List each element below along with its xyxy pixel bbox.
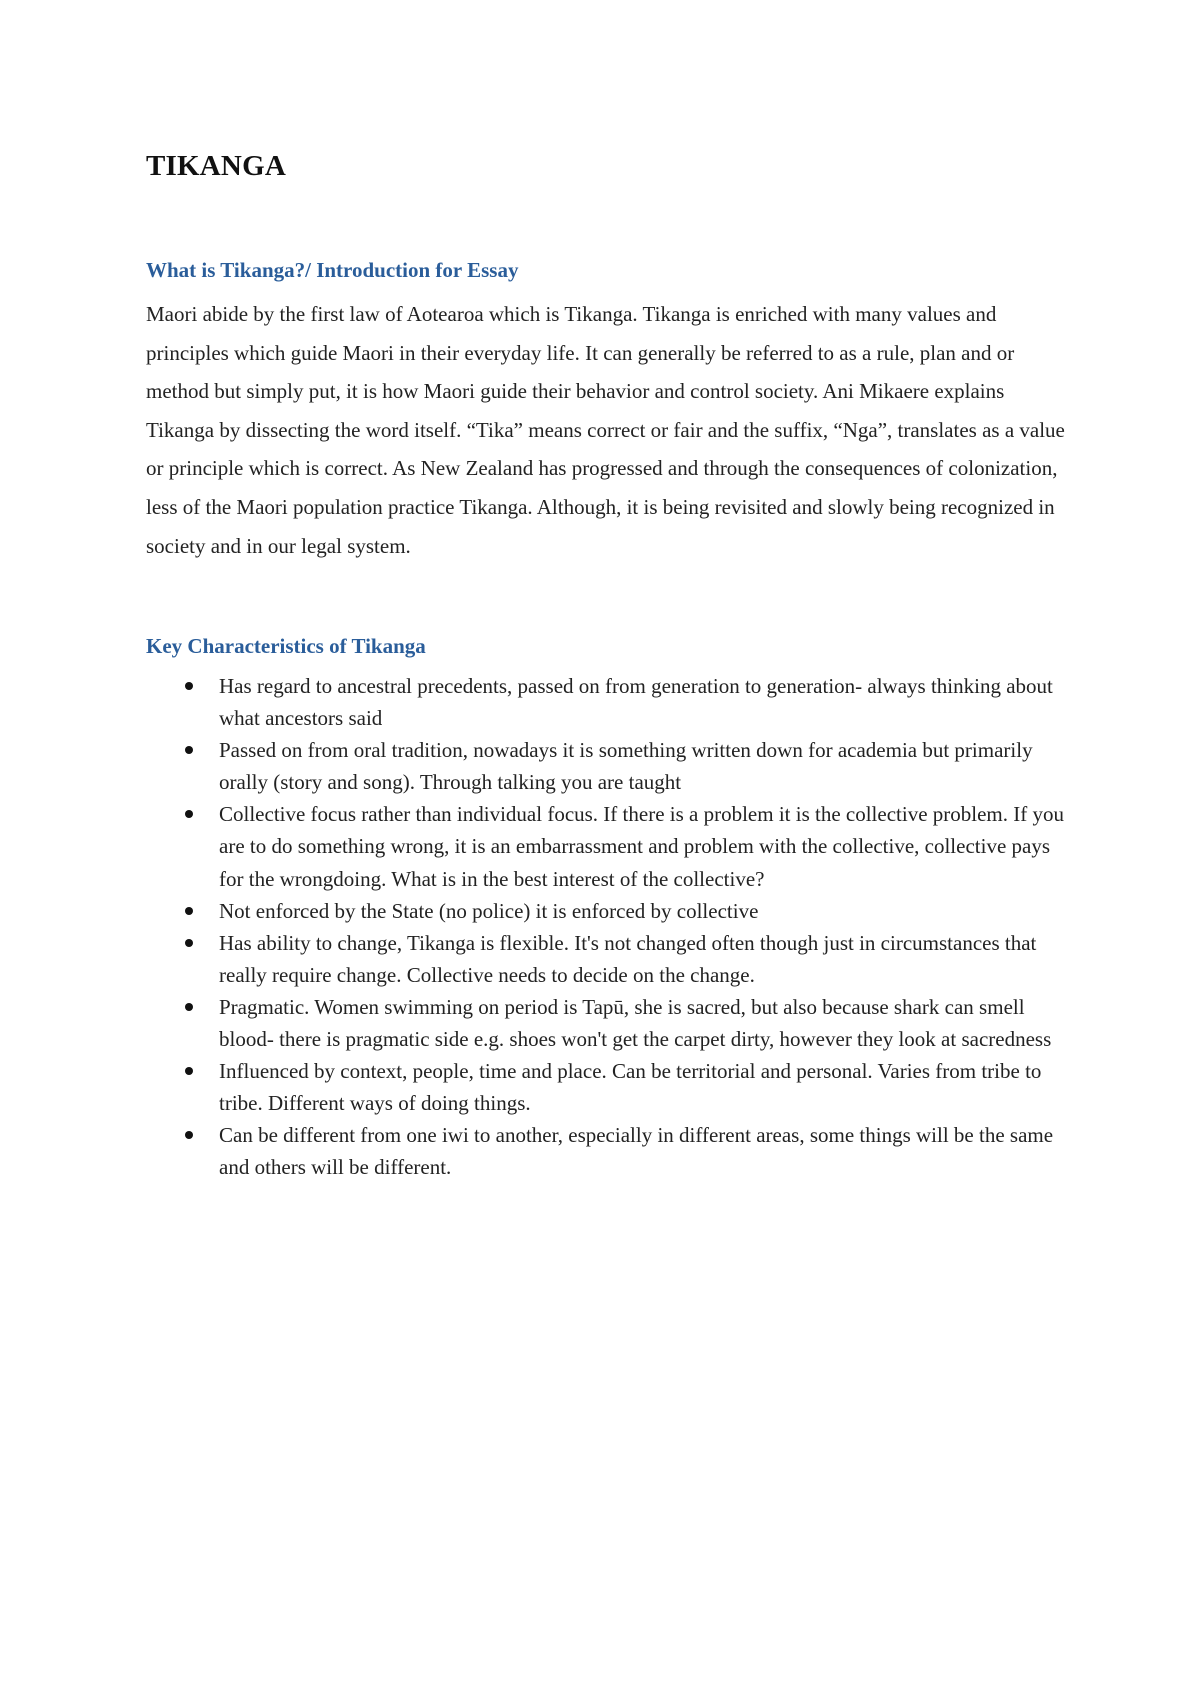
list-item [146,734,1076,798]
bullet-icon [185,810,193,818]
list-item [146,1055,1076,1119]
document-title: TIKANGA [146,150,286,182]
key-characteristics-heading: Key Characteristics of Tikanga [146,634,426,658]
list-item-text: Has regard to ancestral precedents, passed on from generation to generation- always thinking about what ancestors said [219,674,1053,731]
list-item-text: Passed on from oral tradition, nowadays it is something written down for academia but primarily orally (story and song). Through talking you are taught [219,738,1033,795]
bullet-icon [185,1003,193,1011]
list-item [146,927,1076,991]
list-item-text: Has ability to change, Tikanga is flexible. It's not changed often though just in circumstances that really require change. Collective needs to decide on the change. [219,930,1037,987]
list-item-text: Pragmatic. Women swimming on period is Tapū, she is sacred, but also because shark can smell blood- there is pragmatic side e.g. shoes won't get the carpet dirty, however they look at sacredness [219,994,1052,1052]
bullet-icon [185,939,193,947]
bullet-icon [185,682,193,690]
bullet-icon [185,907,193,915]
list-item-text: Can be different from one iwi to another, especially in different areas, some things will be the same and others will be different. [219,1123,1054,1180]
list-item [146,798,1076,894]
list-item-text: Not enforced by the State (no police) it is enforced by collective [219,898,759,923]
intro-paragraph: Maori abide by the first law of Aotearoa which is Tikanga. Tikanga is enriched with many values and principles which guide Maori in their everyday life. It can generally be referred to as a rule, plan and or method but simply put, it is how Maori guide their behavior and control society. Ani Mikaere explains Tikanga by dissecting the word itself. “Tika” means correct or fair and the suffix, “Nga”, translates as a value or principle which is correct. As New Zealand has progressed and through the consequences of colonization, less of the Maori population practice Tikanga. Although, it is being revisited and slowly being recognized in society and in our legal system. [146,302,1065,558]
bullet-icon [185,1067,193,1075]
list-item-text: Collective focus rather than individual focus. If there is a problem it is the collective problem. If you are to do something wrong, it is an embarrassment and problem with the collective, collective pays for the wrongdoing. What is in the best interest of the collective? [219,802,1064,891]
intro-heading: What is Tikanga?/ Introduction for Essay [146,258,519,282]
bullet-icon [185,1131,193,1139]
list-item [146,895,1076,927]
key-characteristics-list [146,670,1076,1184]
list-item-text: Influenced by context, people, time and place. Can be territorial and personal. Varies from tribe to tribe. Different ways of doing things. [219,1059,1042,1116]
list-item [146,1119,1076,1183]
bullet-icon [185,746,193,754]
list-item [146,991,1076,1055]
list-item [146,670,1076,734]
